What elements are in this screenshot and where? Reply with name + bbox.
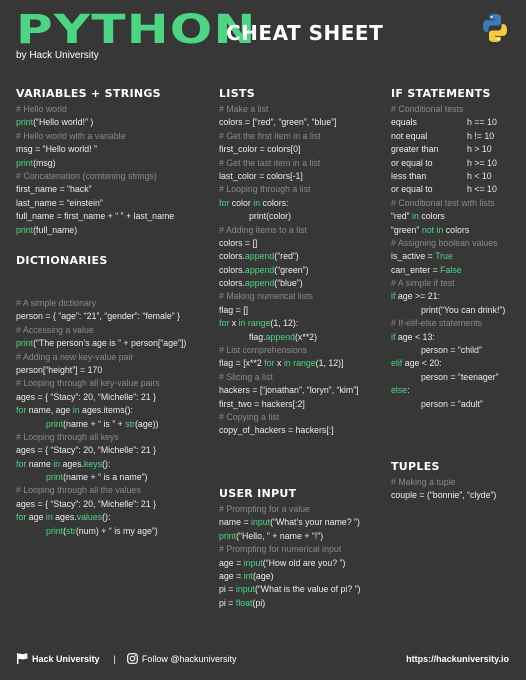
conditional-tests-table [391,116,505,196]
code-comment: # Conditional test with lists [391,197,495,208]
test-expression: h != 10 [467,130,495,141]
code-text: color [229,197,254,208]
code-text: (“blue”) [274,278,303,289]
if-statements-lines [391,197,505,411]
section-title-dictionaries: DICTIONARIES [16,254,108,267]
code-comment: # If-elif-else statements [391,318,482,329]
code-line [219,103,359,116]
code-line [219,597,361,610]
code-line [219,170,359,183]
code-comment: # Hello world [16,104,67,114]
code-text: is_active = [391,251,436,262]
code-text: age >= 21: [395,291,440,302]
variables-code [16,103,174,237]
code-line [391,317,505,330]
code-text: flag = [x**2 [219,358,265,369]
test-expression: h == 10 [467,117,497,128]
code-line [16,471,186,484]
section-title-variables: VARIABLES + STRINGS [16,87,161,100]
code-keyword: elif [391,358,403,369]
code-comment: # Adding a new key-value pair [16,351,134,362]
footer [0,650,526,670]
code-keyword: append [244,251,275,262]
footer-separator: | [113,653,116,664]
code-text: person = “adult” [421,398,483,409]
code-line [219,398,359,411]
code-text: (“red”) [274,251,299,262]
code-line [16,324,186,337]
code-keyword: for [264,358,275,369]
code-line [16,364,186,377]
code-keyword: if [391,331,396,342]
code-line [391,371,505,384]
code-text: (“Hello world!” ) [33,117,94,128]
code-comment: # Looping through all the values [16,485,141,496]
code-text: (age) [253,570,274,581]
code-keyword: print [16,224,34,235]
code-text: (name + “ is ” + [63,418,126,429]
section-title-lists: LISTS [219,87,255,100]
code-line [391,210,505,223]
code-line [16,103,174,116]
code-line [219,543,361,556]
test-name: equals [391,117,417,128]
code-text: hackers = [“jonathan”, “loryn”, “kim”] [219,385,359,396]
code-line [391,489,496,502]
code-comment: # Looping through all key-value pairs [16,378,160,389]
code-line [16,351,186,364]
code-keyword: if [391,291,396,302]
code-text: person = { “age”: “21”, “gender”: “female” } [16,311,181,322]
code-comment: # Slicing a list [219,371,273,382]
code-text: (“How old are you? ”) [262,557,346,568]
code-text: ages. [52,512,77,523]
code-line [219,411,359,424]
code-line [219,197,359,210]
code-text: (msg) [33,157,56,168]
code-line [16,484,186,497]
code-text: x [229,318,239,329]
code-line [219,503,361,516]
code-line [219,130,359,143]
code-keyword: values [76,512,103,523]
code-keyword: in [238,318,246,329]
code-text: first_color = colors[0] [219,144,301,155]
code-line [391,264,505,277]
code-line [16,525,186,538]
code-text: colors [443,224,470,235]
code-line [391,237,505,250]
user-input-code [219,503,361,610]
title-cheat-sheet: CHEAT SHEET [226,21,384,45]
code-keyword: str [66,525,76,536]
code-text: ages = { “Stacy”: 20, “Michelle”: 21 } [16,391,157,402]
code-text: can_enter = [391,264,441,275]
code-line [16,143,174,156]
code-keyword: in [45,512,53,523]
code-text: colors. [219,251,245,262]
code-line [16,444,186,457]
test-name: less than [391,170,427,181]
code-keyword: for [16,458,27,469]
code-text: colors = [] [219,237,258,248]
conditional-test-row [391,116,505,129]
code-text: age < 13: [395,331,435,342]
conditional-test-row [391,143,505,156]
test-name: greater than [391,144,439,155]
code-keyword: float [235,597,253,608]
code-text: pi = [219,584,236,595]
code-text: couple = (“bonnie”, “clyde”) [391,490,497,501]
dictionaries-code [16,297,186,538]
code-text: (name + “ is a name”) [63,472,148,483]
code-text: age [26,512,46,523]
code-keyword: str [125,418,135,429]
code-keyword: in [412,211,419,222]
code-comment: # Making numerical lists [219,291,313,302]
code-line [219,143,359,156]
code-keyword: print [46,472,64,483]
code-text: person = “child” [421,345,482,356]
code-line [219,516,361,529]
code-text: age = [219,557,244,568]
code-line [16,170,174,183]
code-text: colors. [219,264,245,275]
code-line [391,331,505,344]
code-keyword: for [219,197,230,208]
code-line [391,344,505,357]
code-text: last_name = “einstein” [16,197,103,208]
code-line [219,530,361,543]
section-title-tuples: TUPLES [391,460,440,473]
code-comment: # Assigning boolean values [391,237,498,248]
code-line [391,277,505,290]
code-text: (age)) [135,418,159,429]
code-comment: # Prompting for numerical input [219,544,342,555]
code-line [391,250,505,263]
code-text: pi = [219,597,236,608]
code-comment: # Prompting for a value [219,504,310,514]
code-text: ages.items(): [79,405,133,416]
code-line [219,290,359,303]
code-line [219,116,359,129]
code-text: msg = “Hello world! ” [16,144,97,155]
code-keyword: in [72,405,80,416]
code-line [16,157,174,170]
code-text: name [26,458,54,469]
code-keyword: append [244,264,275,275]
code-line [391,476,496,489]
code-line [16,404,186,417]
section-title-user-input: USER INPUT [219,487,297,500]
test-expression: h < 10 [467,170,492,181]
code-keyword: for [16,512,27,523]
code-comment: # Looping through a list [219,184,311,195]
code-line [391,384,505,397]
code-comment: # Get the first item in a list [219,130,321,141]
code-line [16,391,186,404]
code-line [219,277,359,290]
code-text: copy_of_hackers = hackers[:] [219,425,334,436]
code-line [16,116,174,129]
code-line [219,183,359,196]
code-text: (pi) [252,597,266,608]
code-keyword: for [219,318,230,329]
code-text: (“What’s your name? ”) [270,517,360,528]
conditional-test-row [391,183,505,196]
lists-code [219,103,359,438]
code-line [16,210,174,223]
code-text: flag = [] [219,304,249,315]
code-keyword: range [293,358,316,369]
code-text: person[“height”] = 170 [16,364,103,375]
code-line [16,197,174,210]
python-logo-icon [479,12,511,44]
code-comment: # Make a list [219,104,269,114]
code-line [16,418,186,431]
code-text: (“What is the value of pi? ”) [254,584,361,595]
code-text: (“green”) [274,264,309,275]
code-comment: # Get the last item in a list [219,157,321,168]
code-keyword: append [244,278,275,289]
code-text: ages = { “Stacy”: 20, “Michelle”: 21 } [16,445,157,456]
code-keyword: print [46,418,64,429]
code-text: (1, 12): [270,318,299,329]
code-keyword: print [16,338,34,349]
code-text: colors [418,211,445,222]
code-keyword: print [46,525,64,536]
code-keyword: not in [421,224,444,235]
code-line [219,157,359,170]
code-keyword: in [253,197,261,208]
code-line [16,377,186,390]
code-line [219,210,359,223]
code-text: last_color = colors[-1] [219,170,303,181]
code-text: first_two = hackers[:2] [219,398,305,409]
code-line [219,384,359,397]
code-keyword: True [435,251,453,262]
code-line [16,337,186,350]
code-keyword: range [247,318,271,329]
test-expression: h <= 10 [467,184,497,195]
code-text: flag. [249,331,266,342]
code-text: : [407,385,410,396]
title-python: PYTHON [16,7,257,53]
code-line [391,290,505,303]
comment-conditional-tests: # Conditional tests [391,104,464,114]
code-text: ages. [60,458,85,469]
footer-follow-link[interactable]: Follow @hackuniversity [141,653,237,664]
code-text: (1, 12)] [315,358,344,369]
code-line [391,357,505,370]
code-line [219,344,359,357]
code-line [219,371,359,384]
code-line [16,511,186,524]
code-keyword: input [243,557,263,568]
code-line [391,224,505,237]
code-text: print(color) [249,211,292,222]
section-title-if-statements: IF STATEMENTS [391,87,491,100]
test-name: or equal to [391,184,433,195]
code-comment: # Copying a list [219,411,280,422]
code-line [219,237,359,250]
code-keyword: int [243,570,253,581]
tuples-code [391,476,496,503]
code-line [16,431,186,444]
code-line [219,331,359,344]
code-text: full_name = first_name + “ ” + last_name [16,211,175,222]
code-line [16,130,174,143]
code-line [219,357,359,370]
code-text: age < 20: [402,358,442,369]
code-text: (): [102,458,111,469]
code-line [16,183,174,196]
code-comment: # Concatenation (combining strings) [16,170,157,181]
code-keyword: in [283,358,291,369]
code-text: print(“You can drink!”) [421,304,506,315]
code-line [16,498,186,511]
code-text: name = [219,517,252,528]
test-name: not equal [391,130,428,141]
code-keyword: input [251,517,271,528]
byline: by Hack University [16,50,99,61]
conditional-test-row [391,130,505,143]
conditional-test-row [391,157,505,170]
code-text: first_name = “hack” [16,184,92,195]
code-keyword: in [53,458,61,469]
instagram-icon[interactable] [127,653,138,664]
code-text: x [274,358,284,369]
code-line [16,224,174,237]
conditional-test-row [391,170,505,183]
code-comment: # List comprehensions [219,345,308,356]
code-keyword: else [391,385,408,396]
code-keyword: print [16,157,34,168]
code-text: (num) + “ is my age”) [75,525,158,536]
code-comment: # Accessing a value [16,324,94,335]
code-text: ages = { “Stacy”: 20, “Michelle”: 21 } [16,498,157,509]
code-line [219,424,359,437]
code-line [219,557,361,570]
code-text: “green” [391,224,422,235]
code-line [16,458,186,471]
code-comment: # Making a tuple [391,477,456,487]
test-expression: h >= 10 [467,157,497,168]
code-line [219,317,359,330]
code-text: age = [219,570,244,581]
code-comment: # Looping through all keys [16,431,119,442]
code-text: “red” [391,211,413,222]
code-text: (x**2) [295,331,317,342]
footer-brand: Hack University [32,653,100,664]
code-text: (full_name) [33,224,78,235]
code-line [16,297,186,310]
code-line [219,304,359,317]
flag-icon [16,653,28,664]
code-comment: # Hello world with a variable [16,130,126,141]
code-text: person = “teenager” [421,371,499,382]
code-text: colors: [260,197,289,208]
code-keyword: False [440,264,462,275]
code-text: name, age [26,405,73,416]
code-text: (“The person’s age is ” + person[“age”]) [33,338,187,349]
code-text: ( [63,525,67,536]
code-keyword: print [16,117,34,128]
code-line [391,398,505,411]
code-line [219,583,361,596]
code-text: (“Hello, ” + name + “!”) [236,530,324,541]
code-text: colors. [219,278,245,289]
code-keyword: for [16,405,27,416]
code-text: colors = [“red”, “green”, “blue”] [219,117,337,128]
test-name: or equal to [391,157,433,168]
code-line [16,310,186,323]
code-comment: # A simple if test [391,278,455,289]
code-line [219,570,361,583]
code-text: (): [102,512,111,523]
code-line [219,224,359,237]
code-keyword: append [265,331,295,342]
if-statements-code [391,103,505,411]
code-line [391,197,505,210]
code-comment: # Adding items to a list [219,224,308,235]
code-comment: # A simple dictionary [16,298,97,308]
code-keyword: input [235,584,255,595]
test-expression: h > 10 [467,144,492,155]
footer-url-link[interactable]: https://hackuniversity.io [406,654,509,664]
code-line [219,250,359,263]
code-line [219,264,359,277]
code-keyword: print [219,530,237,541]
code-line [391,304,505,317]
code-keyword: keys [84,458,103,469]
